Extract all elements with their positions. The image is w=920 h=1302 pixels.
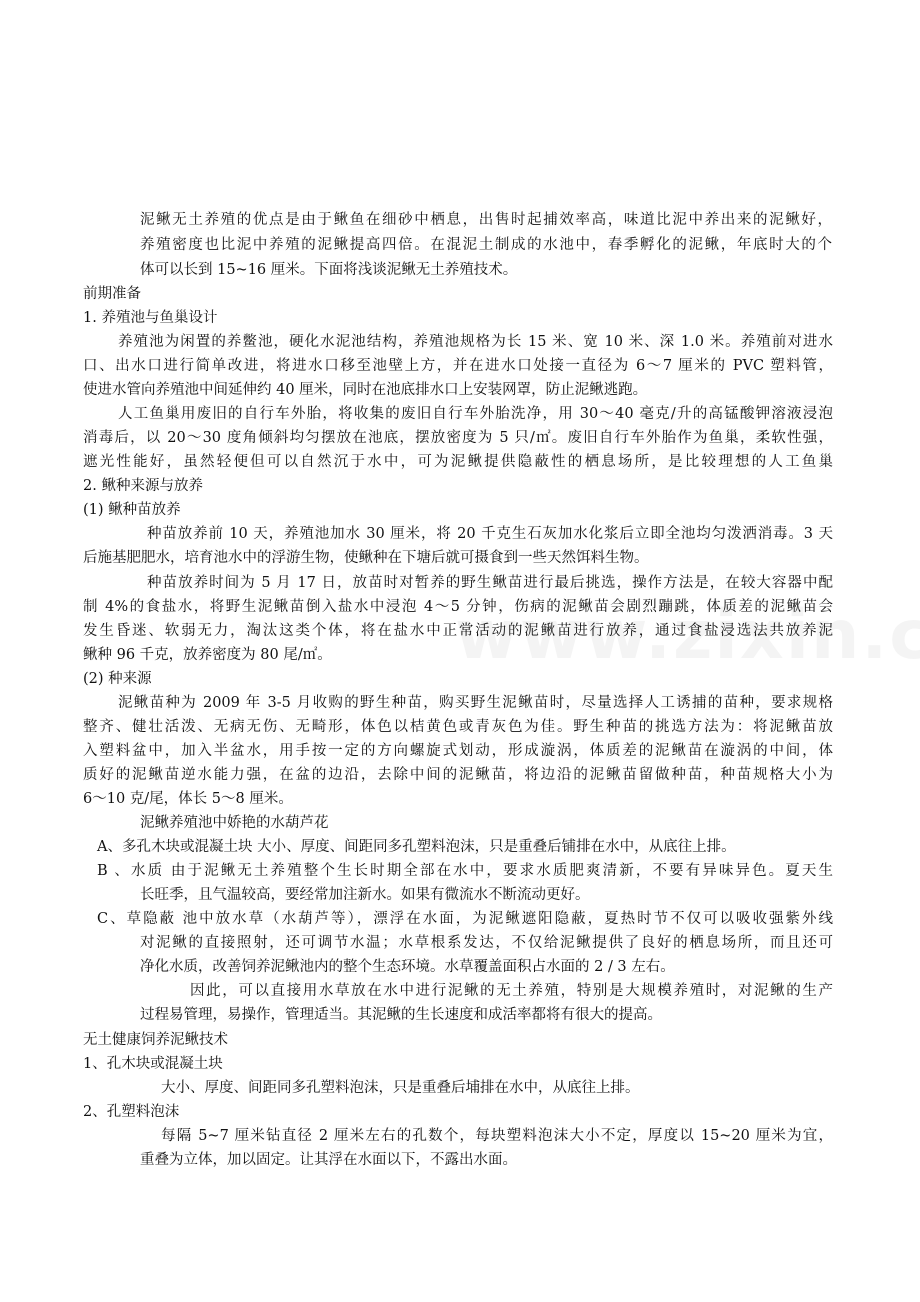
s1-para1-line-2: 口、出水口进行简单改进，将进水口移至池壁上方，并在进水口处接一直径为 6～7 厘米的 PVC 塑料管， [83,358,833,374]
s2-para3-line-3: 入塑料盆中，加入半盆水，用手按一定的方向螺旋式划动，形成漩涡，体质差的泥鳅苗在漩涡的中间，体 [83,743,833,759]
s1-para1-line-1: 养殖池为闲置的养鳖池，硬化水泥池结构，养殖池规格为长 15 米、宽 10 米、深 1.0 米。养殖前对进水 [118,334,833,350]
s2-para2-line-1: 种苗放养时间为 5 月 17 日，放苗时对暂养的野生鳅苗进行最后挑选，操作方法是，在较大容器中配 [147,575,833,591]
s2-para3-line-1: 泥鳅苗种为 2009 年 3-5 月收购的野生种苗，购买野生泥鳅苗时，尽量选择人工诱捕的苗种，要求规格 [118,695,833,711]
item-c-line-1: C、草隐蔽 池中放水草（水葫芦等），漂浮在水面，为泥鳅遮阳隐蔽，夏热时节不仅可以吸收强紫外线 [97,911,833,927]
item-c-line-2: 对泥鳅的直接照射，还可调节水温；水草根系发达，不仅给泥鳅提供了良好的栖息场所，而且还可 [140,935,833,951]
intro-line-2: 养殖密度也比泥中养殖的泥鳅提高四倍。在混泥土制成的水池中，春季孵化的泥鳅，年底时大的个 [140,237,832,253]
s2-sub-2-heading: (2) 种来源 [83,671,152,687]
s3-item-2-line-2: 重叠为立体，加以固定。让其浮在水面以下，不露出水面。 [140,1152,517,1168]
s2-para3-line-5: 6～10 克/尾，体长 5～8 厘米。 [83,791,293,807]
conclusion-line-1: 因此，可以直接用水草放在水中进行泥鳅的无土养殖，特别是大规模养殖时，对泥鳅的生产 [190,983,833,999]
s3-item-2-heading: 2、孔塑料泡沫 [83,1104,180,1120]
item-b-line-1: B 、水质 由于泥鳅无土养殖整个生长时期全部在水中，要求水质肥爽清新，不要有异味异色。夏天生 [97,863,833,879]
item-a: A、多孔木块或混凝土块 大小、厚度、间距同多孔塑料泡沫，只是重叠后铺排在水中，从底往上排。 [97,839,736,855]
image-caption: 泥鳅养殖池中娇艳的水葫芦花 [140,815,329,831]
s3-item-2-line-1: 每隔 5~7 厘米钻直径 2 厘米左右的孔数个，每块塑料泡沫大小不定，厚度以 15~20 厘米为宜， [161,1128,833,1144]
s2-sub-1-heading: (1) 鳅种苗放养 [83,502,181,518]
item-c-line-3: 净化水质，改善饲养泥鳅池内的整个生态环境。水草覆盖面积占水面的 2 / 3 左右。 [140,959,675,975]
s2-para3-line-2: 整齐、健壮活泼、无病无伤、无畸形，体色以桔黄色或青灰色为佳。野生种苗的挑选方法为：将泥鳅苗放 [83,719,833,735]
conclusion-line-2: 过程易管理，易操作，管理适当。其泥鳅的生长速度和成活率都将有很大的提高。 [140,1007,662,1023]
section-3-heading: 无土健康饲养泥鳅技术 [83,1032,228,1048]
intro-line-1: 泥鳅无土养殖的优点是由于鳅鱼在细砂中栖息，出售时起捕效率高，味道比泥中养出来的泥鳅好， [140,212,832,228]
prep-heading: 前期准备 [83,286,141,302]
s2-para2-line-3: 发生昏迷、软弱无力，淘汰这类个体，将在盐水中正常活动的泥鳅苗进行放养，通过食盐浸选法共放养泥 [83,623,833,639]
s1-para2-line-3: 遮光性能好，虽然轻便但可以自然沉于水中，可为泥鳅提供隐蔽性的栖息场所，是比较理想的人工鱼巢 [83,454,833,470]
s2-para3-line-4: 质好的泥鳅苗逆水能力强，在盆的边沿，去除中间的泥鳅苗，将边沿的泥鳅苗留做种苗，种苗规格大小为 [83,767,833,783]
s2-para1-line-2: 后施基肥肥水，培育池水中的浮游生物，使鳅种在下塘后就可摄食到一些天然饵料生物。 [83,550,649,566]
section-1-heading: 1. 养殖池与鱼巢设计 [83,310,218,326]
section-2-heading: 2. 鳅种来源与放养 [83,478,203,494]
s1-para2-line-2: 消毒后，以 20～30 度角倾斜均匀摆放在池底，摆放密度为 5 只/㎡。废旧自行车外胎作为鱼巢，柔软性强， [83,430,833,446]
s1-para1-line-3: 使进水管向养殖池中间延伸约 40 厘米，同时在池底排水口上安装网罩，防止泥鳅逃跑。 [83,382,648,398]
s1-para2-line-1: 人工鱼巢用废旧的自行车外胎，将收集的废旧自行车外胎洗净，用 30～40 毫克/升的高锰酸钾溶液浸泡 [118,406,833,422]
s2-para1-line-1: 种苗放养前 10 天，养殖池加水 30 厘米，将 20 千克生石灰加水化浆后立即全池均匀泼洒消毒。3 天 [147,526,833,542]
intro-line-3: 体可以长到 15~16 厘米。下面将浅谈泥鳅无土养殖技术。 [140,262,518,278]
s3-item-1-heading: 1、孔木块或混凝土块 [83,1056,223,1072]
s2-para2-line-4: 鳅种 96 千克，放养密度为 80 尾/㎡。 [83,647,332,663]
item-b-line-2: 长旺季，且气温较高，要经常加注新水。如果有微流水不断流动更好。 [140,887,590,903]
s2-para2-line-2: 制 4%的食盐水，将野生泥鳅苗倒入盐水中浸泡 4～5 分钟，伤病的泥鳅苗会剧烈蹦跳，体质差的泥鳅苗会 [83,599,833,615]
s3-item-1-text: 大小、厚度、间距同多孔塑料泡沫，只是重叠后埔排在水中，从底往上排。 [161,1080,640,1096]
